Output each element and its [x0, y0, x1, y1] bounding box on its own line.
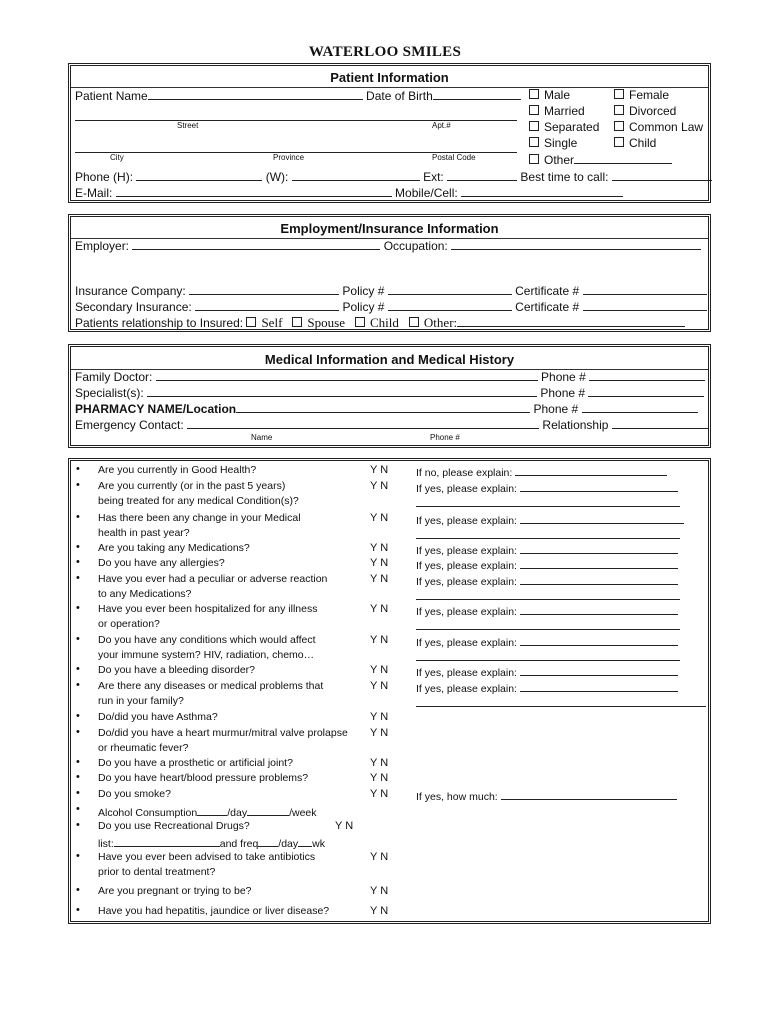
explain-hospitalized-label: If yes, please explain:	[416, 606, 517, 618]
explain-medications-label: If yes, please explain:	[416, 545, 517, 557]
q-family-disease-cont: run in your family?	[98, 695, 184, 707]
yn-smoke[interactable]: Y N	[370, 788, 389, 800]
email-label: E-Mail:	[75, 186, 113, 200]
secondary-policy-field[interactable]	[388, 299, 512, 311]
how-much-field[interactable]	[501, 788, 677, 800]
q-smoke: Do you smoke?	[98, 788, 171, 800]
how-much-label: If yes, how much:	[416, 791, 498, 803]
secondary-certificate-field[interactable]	[583, 299, 707, 311]
explain-good-health-label: If no, please explain:	[416, 467, 513, 479]
certificate-label: Certificate #	[515, 284, 580, 298]
best-time-label: Best time to call:	[520, 170, 609, 184]
specialist-phone-field[interactable]	[588, 385, 704, 397]
q-immune-cont: your immune system? HIV, radiation, chemo…	[98, 649, 315, 661]
secondary-insurance-label: Secondary Insurance:	[75, 300, 192, 314]
q-antibiotics-cont: prior to dental treatment?	[98, 866, 216, 878]
phone-work-field[interactable]	[292, 169, 420, 181]
drugs-freq-field[interactable]	[258, 835, 278, 847]
name-caption: Name	[251, 433, 273, 442]
yn-blood-pressure[interactable]: Y N	[370, 772, 389, 784]
q-prosthetic: Do you have a prosthetic or artificial joint?	[98, 757, 293, 769]
insurance-company-field[interactable]	[189, 283, 339, 295]
q-heart-murmur-cont: or rheumatic fever?	[98, 742, 189, 754]
phone-home-field[interactable]	[136, 169, 262, 181]
q-asthma: Do/did you have Asthma?	[98, 711, 218, 723]
yn-pregnant[interactable]: Y N	[370, 885, 389, 897]
q-drugs-list: list: and freq /day wk	[98, 835, 325, 850]
alcohol-day-field[interactable]	[197, 804, 227, 816]
divorced-checkbox[interactable]: Divorced	[614, 104, 676, 118]
explain-change-field[interactable]	[520, 512, 684, 524]
family-doctor-phone-field[interactable]	[589, 369, 705, 381]
q-pregnant: Are you pregnant or trying to be?	[98, 885, 252, 897]
explain-treated-label: If yes, please explain:	[416, 483, 517, 495]
relationship-label: Patients relationship to Insured:	[75, 316, 244, 330]
yn-heart-murmur[interactable]: Y N	[370, 727, 389, 739]
employment-header: Employment/Insurance Information	[280, 221, 499, 236]
emergency-contact-label: Emergency Contact:	[75, 418, 184, 432]
employer-label: Employer:	[75, 239, 130, 253]
explain-allergies-field[interactable]	[520, 557, 678, 569]
best-time-field[interactable]	[612, 169, 712, 181]
q-antibiotics: Have you ever been advised to take antibiotics	[98, 851, 316, 863]
phone-caption: Phone #	[430, 433, 460, 442]
apt-caption: Apt.#	[432, 121, 451, 130]
ext-field[interactable]	[447, 169, 517, 181]
q-drugs: Do you use Recreational Drugs?	[98, 820, 250, 832]
yn-antibiotics[interactable]: Y N	[370, 851, 389, 863]
q-good-health: Are you currently in Good Health?	[98, 464, 257, 476]
explain-bleeding-field[interactable]	[520, 664, 678, 676]
yn-hepatitis[interactable]: Y N	[370, 905, 389, 917]
common-law-checkbox[interactable]: Common Law	[614, 120, 703, 134]
province-caption: Province	[273, 153, 305, 162]
policy-label: Policy #	[342, 284, 385, 298]
mobile-field[interactable]	[461, 185, 623, 197]
male-checkbox[interactable]: Male	[529, 88, 570, 102]
q-reaction-cont: to any Medications?	[98, 588, 192, 600]
alcohol-week-field[interactable]	[247, 804, 289, 816]
specialists-field[interactable]	[147, 385, 537, 397]
other-checkbox[interactable]: Other	[529, 152, 672, 167]
explain-bleeding-label: If yes, please explain:	[416, 667, 517, 679]
q-immune: Do you have any conditions which would affect	[98, 634, 316, 646]
q-hepatitis: Have you had hepatitis, jaundice or liver disease?	[98, 905, 330, 917]
q-reaction: Have you ever had a peculiar or adverse reaction	[98, 573, 328, 585]
yn-medications[interactable]: Y N	[370, 542, 389, 554]
drugs-yn[interactable]: Y N	[335, 820, 354, 832]
drugs-week-field[interactable]	[298, 835, 312, 847]
policy-field[interactable]	[388, 283, 512, 295]
occupation-label: Occupation:	[383, 239, 448, 253]
spouse-checkbox[interactable]: Spouse	[292, 316, 345, 330]
ext-label: Ext:	[423, 170, 444, 184]
certificate-field[interactable]	[583, 283, 707, 295]
yn-bleeding[interactable]: Y N	[370, 664, 389, 676]
phone-work-label: (W):	[265, 170, 289, 184]
mobile-label: Mobile/Cell:	[395, 186, 458, 200]
q-blood-pressure: Do you have heart/blood pressure problems?	[98, 772, 309, 784]
pharmacy-phone-label: Phone #	[533, 402, 579, 416]
yn-immune[interactable]: Y N	[370, 634, 389, 646]
q-change: Has there been any change in your Medical	[98, 512, 301, 524]
q-heart-murmur: Do/did you have a heart murmur/mitral valve prolapse	[98, 727, 348, 739]
explain-allergies-label: If yes, please explain:	[416, 560, 517, 572]
form-title: WATERLOO SMILES	[308, 44, 462, 60]
female-checkbox[interactable]: Female	[614, 88, 669, 102]
patient-info-header: Patient Information	[330, 70, 449, 85]
specialists-label: Specialist(s):	[75, 386, 144, 400]
q-hospitalized-cont: or operation?	[98, 618, 160, 630]
q-treated-cont: being treated for any medical Condition(s)?	[98, 495, 299, 507]
drugs-list-field[interactable]	[114, 835, 220, 847]
specialist-phone-label: Phone #	[540, 386, 586, 400]
rel-child-checkbox[interactable]: Child	[355, 316, 399, 330]
rel-other-checkbox[interactable]: Other:	[409, 316, 457, 330]
street-caption: Street	[177, 121, 199, 130]
explain-good-health-field[interactable]	[515, 464, 667, 476]
yn-reaction[interactable]: Y N	[370, 573, 389, 585]
married-checkbox[interactable]: Married	[529, 104, 585, 118]
explain-medications-field[interactable]	[520, 542, 678, 554]
explain-change-label: If yes, please explain:	[416, 515, 517, 527]
q-bleeding: Do you have a bleeding disorder?	[98, 664, 256, 676]
yn-family-disease[interactable]: Y N	[370, 680, 389, 692]
explain-reaction-field[interactable]	[520, 573, 678, 585]
yn-good-health[interactable]: Y N	[370, 464, 389, 476]
q-family-disease: Are there any diseases or medical problems that	[98, 680, 324, 692]
family-doctor-field[interactable]	[156, 369, 538, 381]
single-checkbox[interactable]: Single	[529, 136, 577, 150]
q-allergies: Do you have any allergies?	[98, 557, 225, 569]
street-field[interactable]	[75, 109, 517, 121]
relationship-med-label: Relationship	[542, 418, 609, 432]
pharmacy-field[interactable]	[236, 401, 530, 413]
yn-asthma[interactable]: Y N	[370, 711, 389, 723]
yn-change[interactable]: Y N	[370, 512, 389, 524]
separated-checkbox[interactable]: Separated	[529, 120, 599, 134]
yn-allergies[interactable]: Y N	[370, 557, 389, 569]
q-alcohol: Alcohol Consumption /day /week	[98, 804, 317, 819]
patient-name-field[interactable]	[148, 88, 363, 100]
emergency-contact-field[interactable]	[187, 417, 539, 429]
relationship-med-field[interactable]	[612, 417, 708, 429]
yn-treated[interactable]: Y N	[370, 480, 389, 492]
secondary-policy-label: Policy #	[342, 300, 385, 314]
pharmacy-label: PHARMACY NAME/Location	[75, 402, 237, 416]
family-doctor-phone-label: Phone #	[541, 370, 586, 384]
yn-hospitalized[interactable]: Y N	[370, 603, 389, 615]
insurance-company-label: Insurance Company:	[75, 284, 186, 298]
explain-family-disease-label: If yes, please explain:	[416, 683, 517, 695]
dob-label: Date of Birth	[366, 89, 433, 103]
explain-family-disease-field[interactable]	[520, 680, 678, 692]
occupation-field[interactable]	[451, 238, 701, 250]
q-medications: Are you taking any Medications?	[98, 542, 250, 554]
yn-prosthetic[interactable]: Y N	[370, 757, 389, 769]
medical-header: Medical Information and Medical History	[264, 352, 515, 367]
city-caption: City	[110, 153, 124, 162]
explain-immune-field[interactable]	[520, 634, 678, 646]
self-checkbox[interactable]: Self	[246, 316, 282, 330]
secondary-insurance-field[interactable]	[195, 299, 339, 311]
q-hospitalized: Have you ever been hospitalized for any illness	[98, 603, 318, 615]
postal-caption: Postal Code	[432, 153, 476, 162]
pharmacy-phone-field[interactable]	[582, 401, 698, 413]
dob-field[interactable]	[433, 88, 521, 100]
family-doctor-label: Family Doctor:	[75, 370, 153, 384]
explain-treated-field[interactable]	[520, 480, 678, 492]
email-field[interactable]	[116, 185, 392, 197]
secondary-certificate-label: Certificate #	[515, 300, 580, 314]
explain-immune-label: If yes, please explain:	[416, 637, 517, 649]
city-field[interactable]	[75, 141, 517, 153]
explain-reaction-label: If yes, please explain:	[416, 576, 517, 588]
employer-field[interactable]	[132, 238, 380, 250]
q-change-cont: health in past year?	[98, 527, 190, 539]
q-treated: Are you currently (or in the past 5 years)	[98, 480, 286, 492]
child-checkbox[interactable]: Child	[614, 136, 656, 150]
patient-name-label: Patient Name	[75, 89, 148, 103]
explain-hospitalized-field[interactable]	[520, 603, 678, 615]
phone-home-label: Phone (H):	[75, 170, 134, 184]
